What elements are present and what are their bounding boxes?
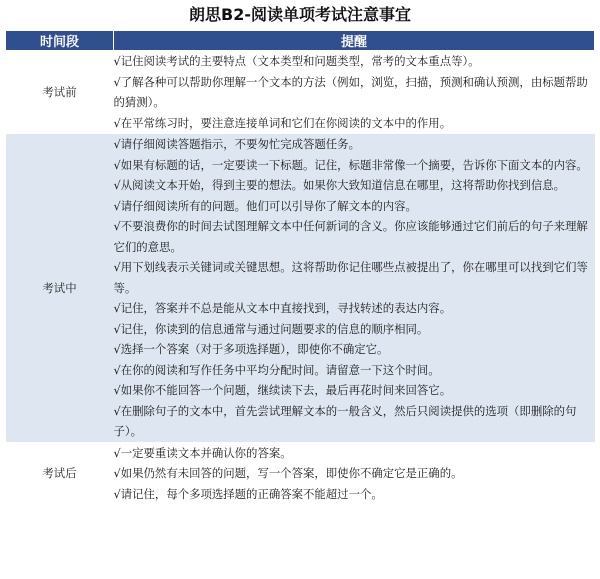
page-title: 朗思B2-阅读单项考试注意事宜 — [189, 5, 411, 24]
tip-item: √在平常练习时，要注意连接单词和它们在你阅读的文本中的作用。 — [113, 115, 452, 130]
tip-item: √一定要重读文本并确认你的答案。 — [113, 445, 292, 460]
tips-cell — [114, 51, 595, 134]
tip-item: √选择一个答案（对于多项选择题），即使你不确定它。 — [113, 342, 389, 356]
tip-item: √请仔细阅读答题指示，不要匆忙完成答题任务。 — [113, 137, 360, 151]
tip-item: √如果你不能回答一个问题，继续读下去，最后再花时间来回答它。 — [113, 383, 452, 397]
tip-item: √记住，你读到的信息通常与通过问题要求的信息的顺序相同。 — [113, 321, 429, 336]
tip-item: √在你的阅读和写作任务中平均分配时间。请留意一下这个时间。 — [113, 362, 440, 377]
tip-item: √请记住，每个多项选择题的正确答案不能超过一个。 — [113, 486, 383, 501]
tip-item: √请仔细阅读所有的问题。他们可以引导你了解文本的内容。 — [113, 198, 417, 213]
tips-table — [5, 30, 595, 504]
section-row-after-exam — [6, 442, 595, 504]
tip-item: √记住阅读考试的主要特点（文本类型和问题类型，常考的文本重点等）。 — [113, 54, 480, 68]
phase-header: 时间段 — [6, 31, 114, 51]
phase-label: 考试中 — [6, 134, 114, 443]
section-row-during-exam — [6, 134, 595, 443]
tips-cell — [114, 134, 595, 443]
tip-item: √不要浪费你的时间去试图理解文本中任何新词的含义。你应该能够通过它们前后的句子来理解它们的意思。 — [113, 219, 588, 254]
tip-item: √记住，答案并不总是能从文本中直接找到，寻找转述的表达内容。 — [113, 301, 452, 315]
tip-item: √如果仍然有未回答的问题，写一个答案，即使你不确定它是正确的。 — [113, 466, 463, 480]
tip-item: √从阅读文本开始，得到主要的想法。如果你大致知道信息在哪里，这将帮助你找到信息。 — [113, 178, 565, 192]
tip-item: √用下划线表示关键词或关键思想。这将帮助你记住哪些点被提出了，你在哪里可以找到它们等等。 — [113, 260, 588, 295]
table-header-row — [6, 31, 595, 51]
tips-cell — [114, 442, 595, 504]
tips-header: 提醒 — [114, 31, 595, 51]
tip-item: √如果有标题的话，一定要读一下标题。记住，标题非常像一个摘要，告诉你下面文本的内容。 — [113, 157, 588, 172]
phase-label: 考试前 — [6, 51, 114, 134]
tip-item: √了解各种可以帮助你理解一个文本的方法（例如，浏览，扫描，预测和确认预测，由标题帮助的猜测）。 — [113, 74, 588, 109]
tip-item: √在删除句子的文本中，首先尝试理解文本的一般含义，然后只阅读提供的选项（即删除的句子）。 — [113, 403, 577, 438]
section-row-before-exam — [6, 51, 595, 134]
phase-label: 考试后 — [6, 442, 114, 504]
